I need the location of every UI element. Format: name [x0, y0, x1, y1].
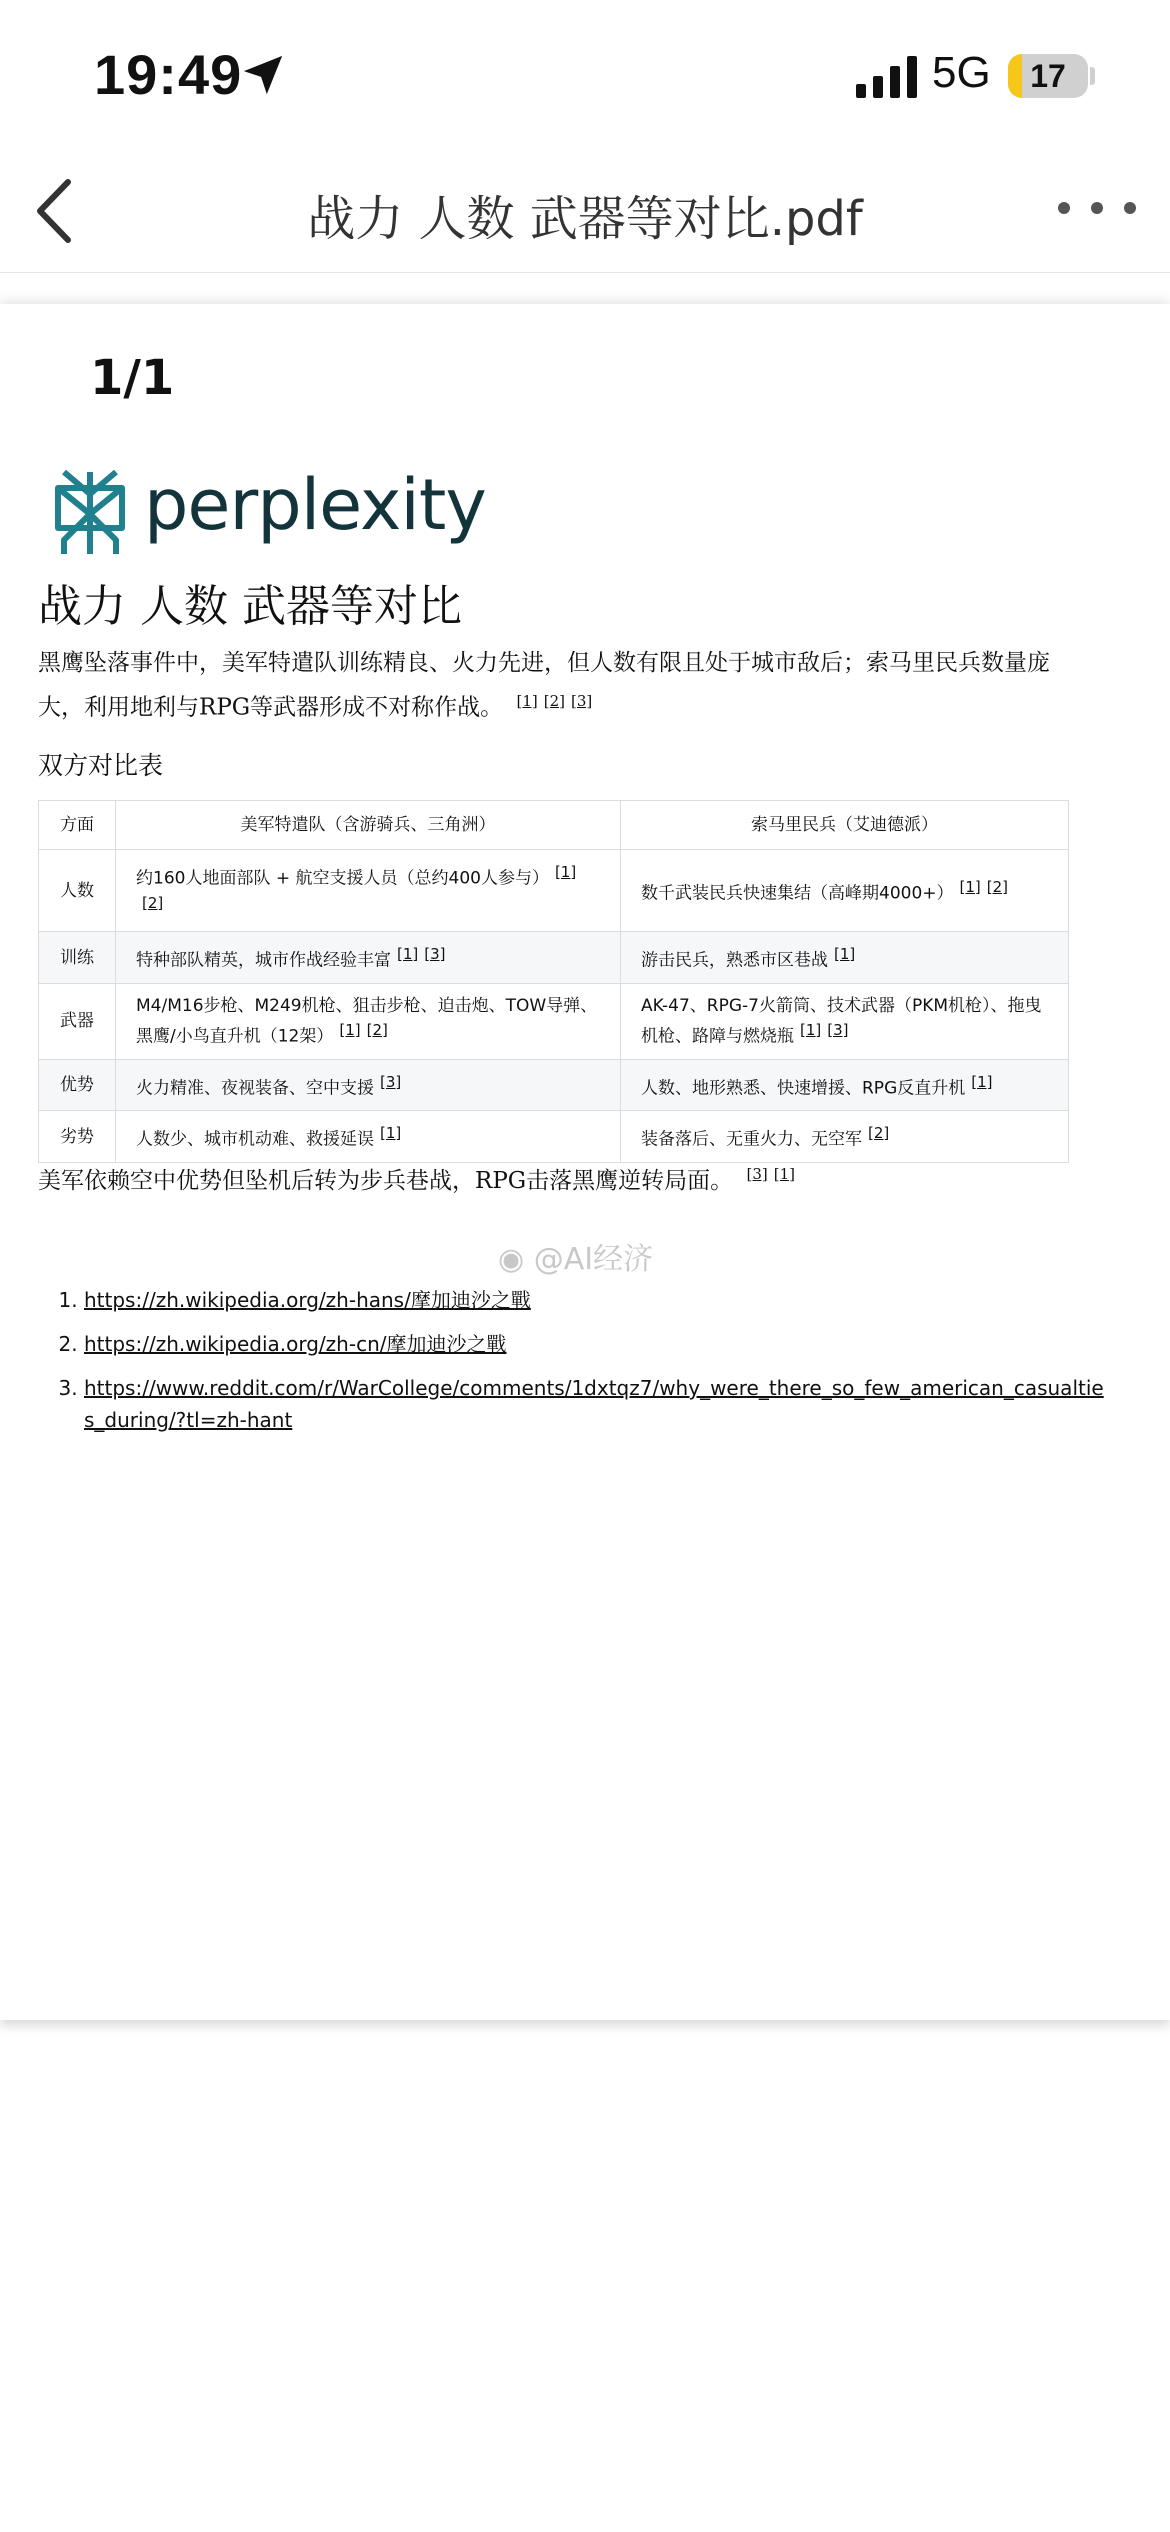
citation-link[interactable]: [1]	[971, 1072, 993, 1091]
list-item	[84, 1328, 1114, 1360]
list-item	[84, 1284, 1114, 1316]
table-row	[39, 983, 1069, 1059]
table-cell: 武器	[39, 983, 116, 1059]
battery-icon	[1008, 54, 1088, 98]
document-title: 战力 人数 武器等对比	[38, 581, 462, 632]
battery-level: 17	[1030, 58, 1066, 94]
citation-link[interactable]: [3]	[380, 1072, 402, 1091]
citation-link[interactable]: [1]	[800, 1020, 822, 1039]
citation-link[interactable]: [3]	[424, 945, 446, 964]
cell-text: 约160人地面部队 + 航空支援人员（总约400人参与）	[136, 868, 549, 889]
table-cell	[116, 1111, 621, 1163]
table-cell	[116, 850, 621, 932]
citation-link[interactable]: [2]	[868, 1124, 890, 1143]
cellular-signal-icon	[856, 56, 918, 98]
citation-link[interactable]: [1]	[397, 945, 419, 964]
reference-link[interactable]: https://zh.wikipedia.org/zh-hans/摩加迪沙之戰	[84, 1288, 531, 1312]
cell-text: M4/M16步枪、M249机枪、狙击步枪、迫击炮、TOW导弹、黑鹰/小鸟直升机（12架）	[136, 995, 598, 1047]
perplexity-logo-icon	[52, 468, 128, 558]
cell-text: 装备落后、无重火力、无空军	[641, 1129, 862, 1150]
table-header: 方面	[39, 801, 116, 850]
weibo-icon: ◉	[498, 1242, 525, 1277]
citation-link[interactable]: [1]	[773, 1165, 795, 1184]
table-cell	[621, 1111, 1069, 1163]
table-cell	[116, 983, 621, 1059]
cell-text: 人数、地形熟悉、快速增援、RPG反直升机	[641, 1078, 966, 1099]
table-cell: 训练	[39, 932, 116, 984]
cell-text: AK-47、RPG-7火箭筒、技术武器（PKM机枪）、拖曳机枪、路障与燃烧瓶	[641, 995, 1042, 1047]
cell-text: 火力精准、夜视装备、空中支援	[136, 1078, 374, 1099]
network-type: 5G	[932, 48, 991, 97]
reference-list	[46, 1284, 1114, 1448]
citation-link[interactable]: [1]	[554, 863, 577, 881]
comparison-table	[38, 800, 1069, 1163]
citation-link[interactable]: [3]	[570, 692, 593, 710]
list-item	[84, 1372, 1114, 1436]
battery-cap	[1090, 67, 1095, 85]
cell-text: 特种部队精英，城市作战经验丰富	[136, 950, 391, 971]
table-row	[39, 932, 1069, 984]
status-bar	[0, 0, 1170, 150]
cell-text: 数千武装民兵快速集结（高峰期4000+）	[641, 883, 954, 904]
citation-link[interactable]: [2]	[543, 692, 565, 710]
table-header: 美军特遣队（含游骑兵、三角洲）	[116, 801, 621, 850]
citation-link[interactable]: [3]	[827, 1020, 849, 1039]
table-cell: 优势	[39, 1059, 116, 1111]
status-time: 19:49	[94, 43, 243, 106]
perplexity-logo	[52, 464, 486, 564]
summary-paragraph	[38, 1162, 795, 1195]
more-options-icon[interactable]	[1052, 188, 1142, 228]
table-cell	[621, 983, 1069, 1059]
citation-link[interactable]: [3]	[746, 1165, 768, 1184]
reference-link[interactable]: https://www.reddit.com/r/WarCollege/comments/1dxtqz7/why_were_there_so_few_american_casualties_during/?tl=zh-hant	[84, 1376, 1104, 1432]
summary-text: 美军依赖空中优势但坠机后转为步兵巷战，RPG击落黑鹰逆转局面。	[38, 1168, 734, 1194]
cell-text: 游击民兵，熟悉市区巷战	[641, 950, 828, 971]
logo-wordmark: perplexity	[144, 464, 486, 546]
citation-link[interactable]: [2]	[986, 878, 1009, 897]
table-cell	[116, 1059, 621, 1111]
cell-text: 人数少、城市机动难、救援延误	[136, 1129, 374, 1150]
citation-link[interactable]: [1]	[959, 878, 981, 897]
location-arrow-icon	[240, 52, 286, 98]
intro-text: 黑鹰坠落事件中，美军特遣队训练精良、火力先进，但人数有限且处于城市敌后；索马里民兵数量庞大，利用地利与RPG等武器形成不对称作战。	[38, 650, 1050, 721]
table-row	[39, 1059, 1069, 1111]
citation-link[interactable]: [1]	[380, 1124, 402, 1143]
file-title: 战力 人数 武器等对比.pdf	[307, 191, 863, 247]
intro-paragraph	[38, 644, 1068, 727]
table-cell	[621, 932, 1069, 984]
back-chevron-icon[interactable]	[30, 174, 80, 248]
table-row	[39, 850, 1069, 932]
citation-link[interactable]: [2]	[366, 1020, 388, 1039]
pdf-page[interactable]	[0, 304, 1170, 2020]
navigation-bar	[0, 150, 1170, 273]
watermark-text: @AI经济	[533, 1242, 654, 1277]
weibo-watermark	[498, 1234, 653, 1278]
citation-link[interactable]: [2]	[142, 893, 164, 912]
table-cell	[116, 932, 621, 984]
section-heading: 双方对比表	[38, 751, 164, 780]
table-header: 索马里民兵（艾迪德派）	[621, 801, 1069, 850]
table-row	[39, 1111, 1069, 1163]
reference-link[interactable]: https://zh.wikipedia.org/zh-cn/摩加迪沙之戰	[84, 1332, 507, 1356]
table-cell: 人数	[39, 850, 116, 932]
citation-link[interactable]: [1]	[516, 692, 538, 710]
citation-link[interactable]: [1]	[339, 1020, 361, 1039]
table-header-row	[39, 801, 1069, 850]
page-indicator: 1/1	[90, 350, 175, 406]
table-cell: 劣势	[39, 1111, 116, 1163]
citation-link[interactable]: [1]	[834, 945, 856, 964]
table-cell	[621, 1059, 1069, 1111]
table-cell	[621, 850, 1069, 932]
